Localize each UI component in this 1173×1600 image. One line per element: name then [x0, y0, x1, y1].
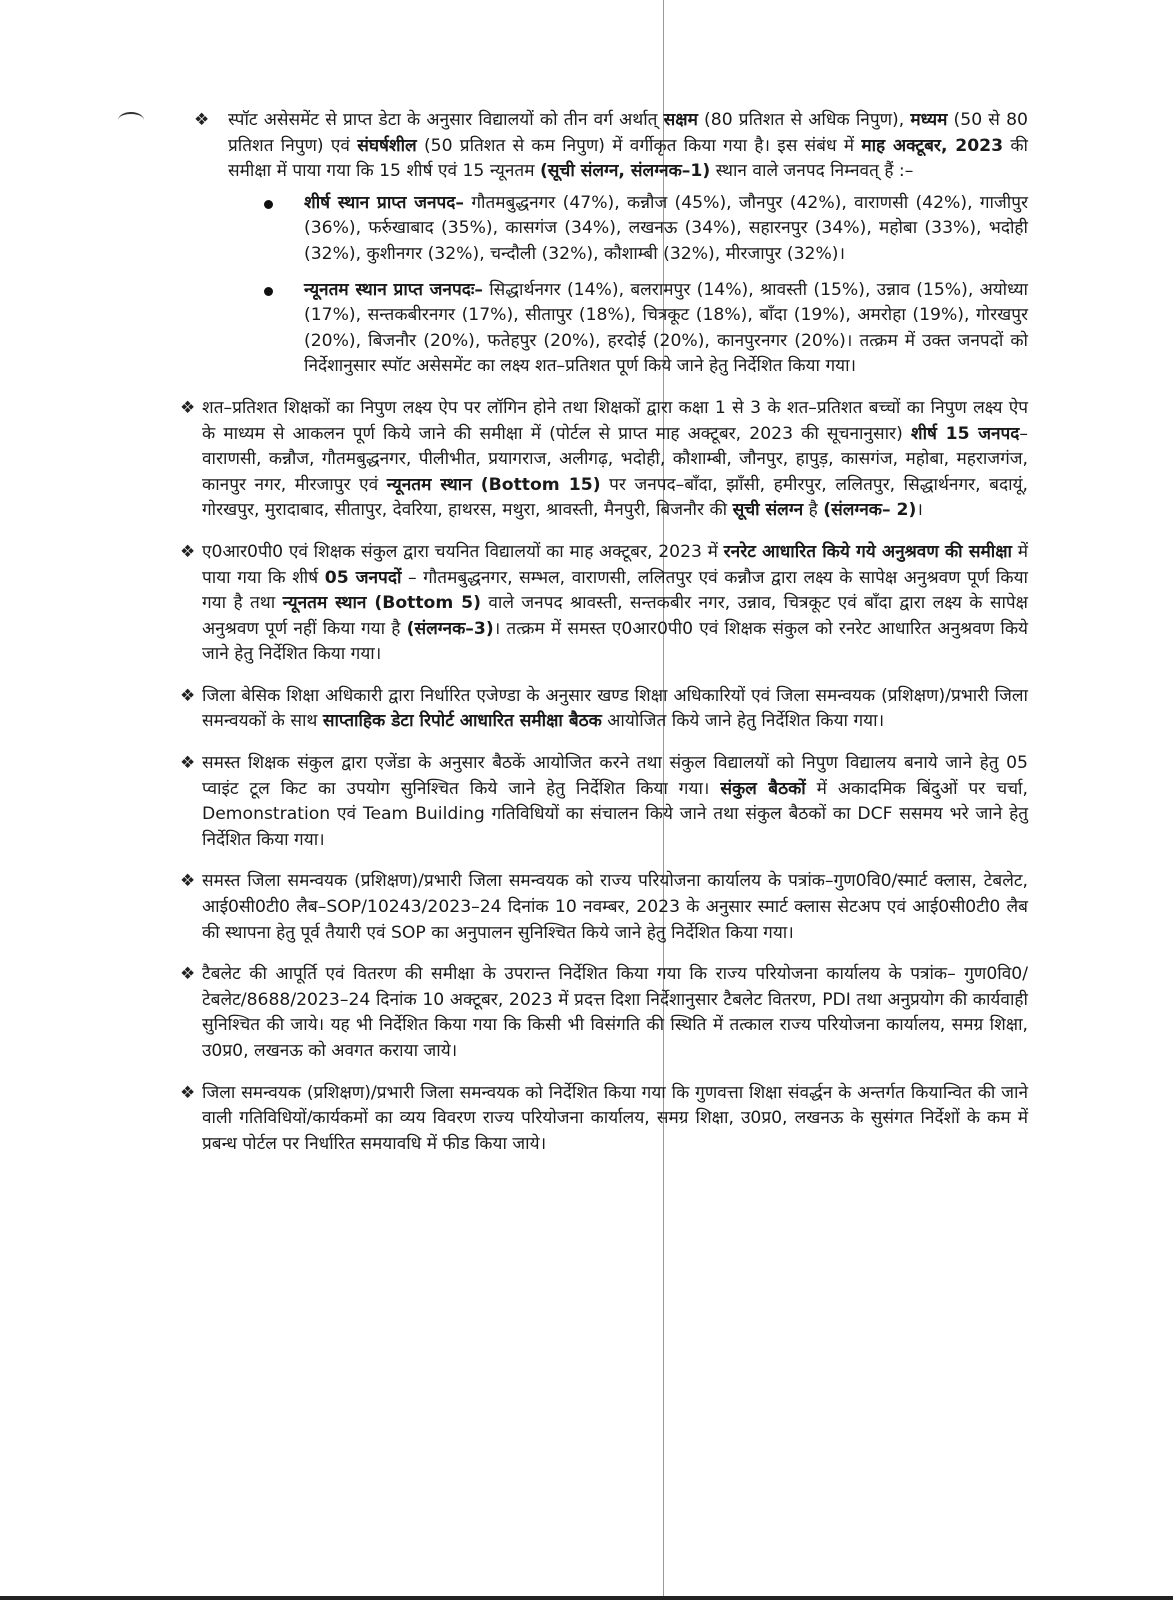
bullet-paragraph [180, 108, 1028, 380]
text-run: पर जनपद–बाँदा, झाँसी, हमीरपुर, ललितपुर, सिद्धार्थनगर, बदायूं, गोरखपुर, मुरादाबाद, सीतापुर, देवरिया, हाथरस, मथुरा, श्रावस्ती, मैनपुरी, बिजनौर की [202, 474, 1028, 521]
text-run: सिद्धार्थनगर (14%), बलरामपुर (14%), श्रावस्ती (15%), उन्नाव (15%), अयोध्या (17%), सन्तकबीरनगर (17%), सीतापुर (18%), चित्रकूट (18%), बाँदा (19%), अमरोहा (19%), गोरखपुर (20%), बिजनौर (20%), फतेहपुर (20%), हरदोई (20%), कानपुरनगर (20%)। तत्क्रम में उक्त जनपदों को निर्देशानुसार स्पॉट असेसमेंट का लक्ष्य शत–प्रतिशत पूर्ण किये जाने हेतु निर्देशित किया गया। [304, 279, 1028, 377]
text-run: समस्त जिला समन्वयक (प्रशिक्षण)/प्रभारी जिला समन्वयक को राज्य परियोजना कार्यालय के पत्रांक–गुण0वि0/स्मार्ट क्लास, टेबलेट, आई0सी0टी0 लैब–SOP/10243/2023–24 दिनांक 10 नवम्बर, 2023 के अनुसार स्मार्ट क्लास सेटअप एवं आई0सी0टी0 लैब की स्थापना हेतु पूर्व तैयारी एवं SOP का अनुपालन सुनिश्चित किये जाने हेतु निर्देशित किया गया। [202, 871, 1028, 943]
text-run: (50 से 80 प्रतिशत निपुण) एवं [228, 110, 1028, 156]
bold-text: माह अक्टूबर, 2023 [861, 135, 1004, 156]
scan-mark [118, 112, 144, 128]
bold-text: शीर्ष 15 जनपद [910, 423, 1020, 444]
bullet-paragraph [180, 1081, 1028, 1158]
paragraph-text [228, 110, 1028, 181]
diamond-bullet-icon: ❖ [180, 871, 196, 892]
bullet-paragraph [180, 396, 1028, 524]
paragraph-text [202, 1083, 1028, 1154]
bold-text: (संलग्नक–3) [406, 618, 494, 639]
text-run: (80 प्रतिशत से अधिक निपुण), [697, 110, 911, 130]
bullet-paragraph [180, 869, 1028, 946]
text-run: –वाराणसी, कन्नौज, गौतमबुद्धनगर, पीलीभीत, प्रयागराज, अलीगढ़, भदोही, कौशाम्बी, जौनपुर, हापुड़, कासगंज, महोबा, महराजगंज, कानपुर नगर, मीरजापुर एवं [202, 423, 1028, 495]
dot-bullet-icon [264, 200, 273, 209]
text-run: जिला बेसिक शिक्षा अधिकारी द्वारा निर्धारित एजेण्डा के अनुसार खण्ड शिक्षा अधिकारियों एवं जिला समन्वयक (प्रशिक्षण)/प्रभारी जिला समन्वयकों के साथ [202, 685, 1028, 732]
diamond-bullet-icon: ❖ [180, 541, 196, 562]
bold-text: सूची संलग्न [732, 500, 804, 521]
bold-text: न्यूनतम स्थान प्राप्त जनपदः– [304, 279, 483, 300]
diamond-bullet-icon: ❖ [180, 1082, 196, 1103]
bold-text: सक्षम [663, 110, 698, 130]
text-run: स्पॉट असेसमेंट से प्राप्त डेटा के अनुसार विद्यालयों को तीन वर्ग अर्थात् [228, 110, 664, 130]
bullet-paragraph [180, 540, 1028, 668]
text-run: में अकादमिक बिंदुओं पर चर्चा, Demonstration एवं Team Building गतिविधियों का संचालन किये जाने तथा संकुल बैठकों का DCF ससमय भरे जाने हेतु निर्देशित किया गया। [202, 778, 1028, 850]
paragraph-text [202, 871, 1028, 942]
text-run: वाले जनपद श्रावस्ती, सन्तकबीर नगर, उन्नाव, चित्रकूट एवं बाँदा द्वारा लक्ष्य के सापेक्ष अनुश्रवण पूर्ण नहीं किया गया है [202, 593, 1028, 639]
diamond-bullet-icon: ❖ [180, 964, 196, 985]
text-run: (50 प्रतिशत से कम निपुण) में वर्गीकृत किया गया है। इस संबंध में [416, 135, 862, 156]
diamond-bullet-icon: ❖ [180, 397, 196, 418]
text-run: है [803, 500, 824, 521]
page-bottom-edge [0, 1596, 1173, 1600]
bold-text: संघर्षशील [357, 135, 417, 156]
bold-text: (सूची संलग्न, संलग्नक–1) [539, 161, 711, 182]
text-run: – गौतमबुद्धनगर, सम्भल, वाराणसी, ललितपुर एवं कन्नौज द्वारा लक्ष्य के सापेक्ष अनुश्रवण पूर्ण किया गया है तथा [202, 567, 1029, 614]
diamond-bullet-icon: ❖ [194, 110, 210, 130]
bullet-paragraph [180, 684, 1028, 735]
text-run: समस्त शिक्षक संकुल द्वारा एजेंडा के अनुसार बैठकें आयोजित करने तथा संकुल विद्यालयों को निपुण विद्यालय बनाये जाने हेतु 05 प्वाइंट टूल किट का उपयोग सुनिश्चित किये जाने हेतु निर्देशित किया गया। [202, 753, 1028, 799]
text-run: जिला समन्वयक (प्रशिक्षण)/प्रभारी जिला समन्वयक को निर्देशित किया गया कि गुणवत्ता शिक्षा संवर्द्धन के अन्तर्गत कियान्वित की जाने वाली गतिविधियों/कार्यकमों का व्यय विवरण राज्य परियोजना कार्यालय, समग्र शिक्षा, उ0प्र0, लखनऊ के सुसंगत निर्देशों के कम में प्रबन्ध पोर्टल पर निर्धारित समयावधि में फीड किया जाये। [202, 1082, 1028, 1154]
bold-text: न्यूनतम स्थान (Bottom 5) [282, 593, 481, 614]
district-list [228, 191, 1028, 380]
paragraph-text [202, 964, 1028, 1061]
document-body [180, 108, 1028, 1173]
dot-bullet-icon [264, 287, 273, 296]
paragraph-text [202, 542, 1028, 664]
paragraph-text [202, 753, 1028, 850]
bold-text: संकुल बैठकों [720, 778, 806, 799]
text-run: गौतमबुद्धनगर (47%), कन्नौज (45%), जौनपुर (42%), वाराणसी (42%), गाजीपुर (36%), फर्रुखाबाद (35%), कासगंज (34%), लखनऊ (34%), सहारनपुर (34%), महोबा (33%), भदोही (32%), कुशीनगर (32%), चन्दौली (32%), कौशाम्बी (32%), मीरजापुर (32%)। [304, 192, 1028, 264]
diamond-bullet-icon: ❖ [180, 753, 196, 774]
text-run: में पाया गया कि शीर्ष [202, 541, 1028, 588]
bold-text: 05 जनपदों [324, 567, 402, 588]
paragraph-text [202, 398, 1028, 520]
text-run: आयोजित किये जाने हेतु निर्देशित किया गया। [601, 711, 885, 732]
bold-text: शीर्ष स्थान प्राप्त जनपद– [304, 192, 464, 213]
bold-text: साप्ताहिक डेटा रिपोर्ट आधारित समीक्षा बैठक [322, 711, 602, 732]
bold-text: रनरेट आधारित किये गये अनुश्रवण की समीक्षा [723, 541, 1012, 562]
text-run: । [916, 500, 923, 521]
bullet-paragraph [180, 962, 1028, 1064]
text-run: स्थान वाले जनपद निम्नवत् हैं :– [710, 161, 914, 182]
text-run: शत–प्रतिशत शिक्षकों का निपुण लक्ष्य ऐप पर लॉगिन होने तथा शिक्षकों द्वारा कक्षा 1 से 3 के शत–प्रतिशत बच्चों का निपुण लक्ष्य ऐप के माध्यम से आकलन पूर्ण किये जाने की समीक्षा में (पोर्टल से प्राप्त माह अक्टूबर, 2023 की सूचनानुसार) [202, 397, 1028, 444]
text-run: । तत्क्रम में समस्त ए0आर0पी0 एवं शिक्षक संकुल को रनरेट आधारित अनुश्रवण किये जाने हेतु निर्देशित किया गया। [202, 618, 1028, 665]
text-run: की समीक्षा में पाया गया कि 15 शीर्ष एवं 15 न्यूनतम [228, 135, 1028, 182]
text-run: ए0आर0पी0 एवं शिक्षक संकुल द्वारा चयनित विद्यालयों का माह अक्टूबर, 2023 में [202, 541, 724, 562]
bold-text: न्यूनतम स्थान (Bottom 15) [386, 474, 601, 495]
text-run: टैबलेट की आपूर्ति एवं वितरण की समीक्षा के उपरान्त निर्देशित किया गया कि राज्य परियोजना कार्यालय के पत्रांक– गुण0वि0/टेबलेट/8688/2023–24 दिनांक 10 अक्टूबर, 2023 में प्रदत्त दिशा निर्देशानुसार टैबलेट वितरण, PDI तथा अनुप्रयोग की कार्यवाही सुनिश्चित की जाये। यह भी निर्देशित किया गया कि किसी भी विसंगति की स्थिति में तत्काल राज्य परियोजना कार्यालय, समग्र शिक्षा, उ0प्र0, लखनऊ को अवगत कराया जाये। [202, 964, 1028, 1061]
paragraph-text [202, 686, 1028, 732]
diamond-bullet-icon: ❖ [180, 685, 196, 706]
district-list-item [228, 191, 1028, 268]
district-list-item [228, 278, 1028, 380]
bullet-paragraph [180, 751, 1028, 853]
bold-text: मध्यम [910, 110, 948, 130]
bold-text: (संलग्नक– 2) [823, 500, 917, 521]
